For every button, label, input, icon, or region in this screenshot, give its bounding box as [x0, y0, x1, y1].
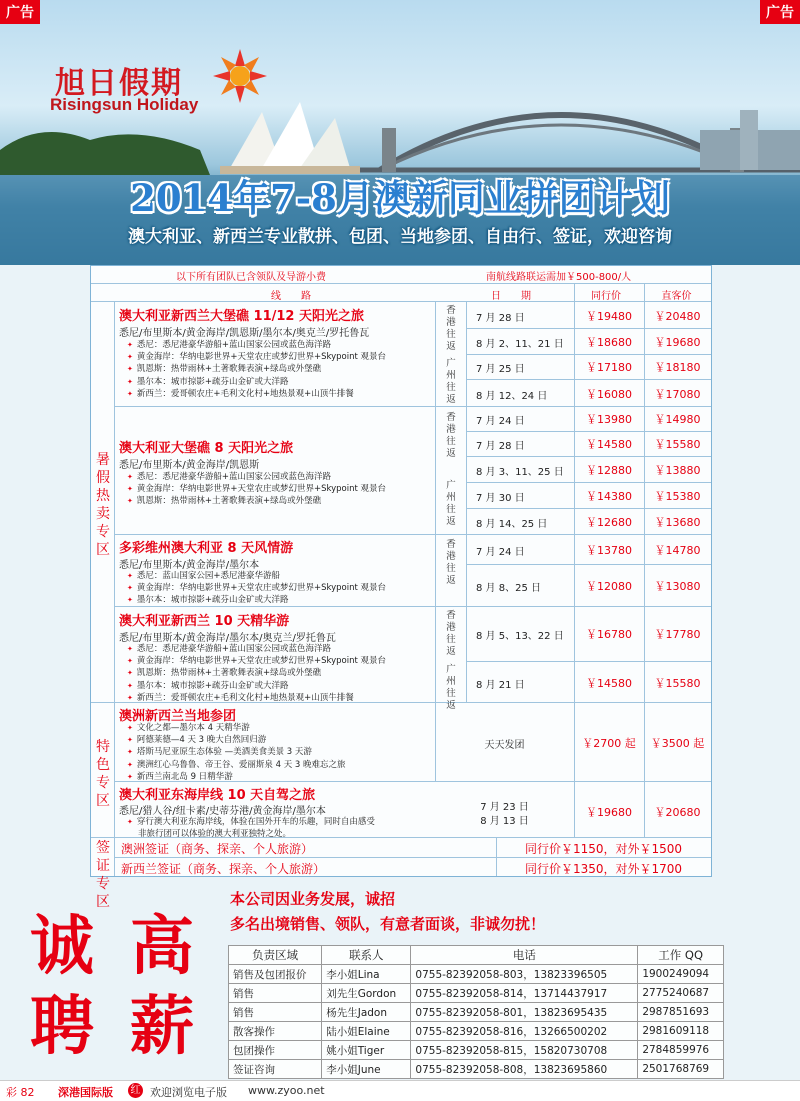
- peer-price: ￥12080: [586, 580, 632, 593]
- route-cities: 悉尼/布里斯本/黄金海岸/凯恩斯/墨尔本/奥克兰/罗托鲁瓦: [119, 328, 370, 339]
- route-highlight: ✦ 澳洲红心乌鲁鲁、帝王谷、爱丽斯泉 4 天 3 晚难忘之旅: [127, 759, 346, 770]
- contact-area: 销售: [229, 984, 322, 1003]
- route-highlight: ✦ 文化之都—墨尔本 4 天精华游: [127, 723, 250, 733]
- contact-person: 李小姐Lina: [322, 965, 411, 984]
- contact-phone: 0755-82392058-815，15820730708: [411, 1041, 638, 1060]
- route-highlight: ✦ 墨尔本：城市掠影+疏芬山金矿或大洋路: [127, 680, 289, 691]
- contact-qq: 2501768769: [638, 1060, 724, 1079]
- route-highlight: ✦ 凯恩斯：热带雨林+土著歌舞表演+绿岛或外堡礁: [127, 668, 322, 679]
- header-area: 负责区域: [229, 946, 322, 965]
- bullet-star-icon: ✦: [127, 772, 133, 781]
- bullet-star-icon: ✦: [127, 365, 133, 374]
- tour-date: 8 月 21 日: [476, 680, 525, 691]
- route-highlight: ✦ 黄金海岸：华纳电影世界+天堂农庄或梦幻世界+Skypoint 观景台: [127, 484, 387, 495]
- bullet-star-icon: ✦: [127, 681, 133, 690]
- route-highlight: ✦ 悉尼：悉尼港豪华游船+蓝山国家公园或蓝色海洋路: [127, 472, 331, 482]
- table-row: [229, 1041, 724, 1060]
- direct-price: ￥14780: [654, 544, 701, 557]
- ad-tag-right: 广告: [760, 0, 800, 24]
- recruit-char: 聘: [30, 989, 94, 1064]
- header-qq: 工作 QQ: [638, 946, 724, 965]
- route-highlight: ✦ 墨尔本：城市掠影+疏芬山金矿或大洋路: [127, 376, 289, 387]
- contact-qq: 1900249094: [638, 965, 724, 984]
- contact-qq: 2775240687: [638, 984, 724, 1003]
- bullet-star-icon: ✦: [127, 389, 133, 398]
- section-label-special: 特色专区: [96, 739, 110, 809]
- peer-price: ￥2700 起: [582, 737, 636, 750]
- hero-banner: [0, 0, 800, 265]
- route-highlight: ✦ 黄金海岸：华纳电影世界+天堂农庄或梦幻世界+Skypoint 观景台: [127, 583, 387, 594]
- route-title: 澳大利亚大堡礁 8 天阳光之旅: [119, 441, 294, 456]
- bullet-star-icon: ✦: [127, 341, 133, 349]
- col-header-date: 日 期: [491, 291, 531, 302]
- route-cities: 悉尼/布里斯本/黄金海岸/墨尔本/奥克兰/罗托鲁瓦: [119, 633, 336, 644]
- bullet-star-icon: ✦: [127, 818, 133, 826]
- bullet-star-icon: ✦: [127, 693, 133, 702]
- route-highlight: ✦ 穿行澳大利亚东海岸线，体验在国外开车的乐趣，同时自由感受: [127, 817, 375, 827]
- peer-price: ￥19680: [586, 806, 632, 819]
- route-highlight: ✦ 黄金海岸：华纳电影世界+天堂农庄或梦幻世界+Skypoint 观景台: [127, 656, 387, 667]
- page-subtitle: 澳大利亚、新西兰专业散拼、包团、当地参团、自由行、签证，欢迎咨询: [128, 227, 672, 247]
- route-highlight: ✦ 墨尔本：城市掠影+疏芬山金矿或大洋路: [127, 595, 289, 606]
- peer-price: ￥13980: [586, 413, 632, 426]
- direct-price: ￥20680: [654, 806, 701, 819]
- bullet-star-icon: ✦: [127, 596, 133, 605]
- route-highlight: ✦ 凯恩斯：热带雨林+土著歌舞表演+绿岛或外堡礁: [127, 496, 322, 507]
- bullet-star-icon: ✦: [127, 473, 133, 481]
- tour-date: 8 月 8、25 日: [476, 583, 541, 594]
- contact-phone: 0755-82392058-803，13823396505: [411, 965, 638, 984]
- direct-price: ￥17780: [654, 628, 701, 641]
- peer-price: ￥14580: [586, 677, 632, 690]
- direct-price: ￥15580: [654, 677, 701, 690]
- contact-area: 销售: [229, 1003, 322, 1022]
- route-highlight: ✦ 新西兰南北岛 9 日精华游: [127, 771, 233, 782]
- recruit-line-1: 本公司因业务发展，诚招: [230, 890, 396, 908]
- col-header-route: 线 路: [271, 291, 311, 302]
- bullet-star-icon: ✦: [127, 353, 133, 362]
- peer-price: ￥16080: [586, 388, 632, 401]
- bullet-star-icon: ✦: [127, 645, 133, 653]
- contact-person: 杨先生Jadon: [322, 1003, 411, 1022]
- table-row: [229, 984, 724, 1003]
- departure-hk: 香港往返: [446, 412, 456, 459]
- red-badge-icon: 红: [128, 1083, 143, 1098]
- bullet-star-icon: ✦: [127, 736, 133, 745]
- contact-table: [228, 945, 724, 1079]
- direct-price: ￥20480: [654, 310, 701, 323]
- recruit-char: 诚: [30, 909, 94, 984]
- contact-phone: 0755-82392058-808，13823695860: [411, 1060, 638, 1079]
- contact-person: 陆小姐Elaine: [322, 1022, 411, 1041]
- peer-price: ￥12680: [586, 516, 632, 529]
- departure-gz: 广州往返: [446, 664, 456, 711]
- tour-date: 天天发团: [484, 740, 525, 751]
- peer-price: ￥16780: [586, 628, 632, 641]
- footer-text: 欢迎浏览电子版: [150, 1086, 227, 1099]
- peer-price: ￥17180: [586, 361, 632, 374]
- table-row: [229, 965, 724, 984]
- tour-date: 8 月 14、25 日: [476, 519, 548, 530]
- recruit-char: 薪: [130, 989, 194, 1064]
- departure-hk: 香港往返: [446, 610, 456, 657]
- tour-date: 8 月 5、13、22 日: [476, 631, 564, 642]
- header-phone: 电话: [411, 946, 638, 965]
- direct-price: ￥14980: [654, 413, 701, 426]
- route-title: 澳大利亚新西兰 10 天精华游: [119, 614, 290, 629]
- direct-price: ￥13880: [654, 464, 701, 477]
- bullet-star-icon: ✦: [127, 724, 133, 732]
- tour-date: 8 月 12、24 日: [476, 391, 548, 402]
- peer-price: ￥13780: [586, 544, 632, 557]
- route-cities: 悉尼/布里斯本/黄金海岸/墨尔本: [119, 560, 260, 571]
- departure-hk: 香港往返: [446, 305, 456, 352]
- tour-date: 7 月 28 日: [476, 313, 525, 324]
- table-row: [229, 1003, 724, 1022]
- route-highlight: ✦ 悉尼：蓝山国家公园+悉尼港豪华游船: [127, 571, 280, 581]
- page-number: 彩 82: [6, 1086, 35, 1099]
- contact-qq: 2987851693: [638, 1003, 724, 1022]
- tour-date: 7 月 24 日: [476, 416, 525, 427]
- bullet-star-icon: ✦: [127, 485, 133, 494]
- route-highlight: ✦ 新西兰：爱哥顿农庄+毛利文化村+地热景观+山顶牛排餐: [127, 388, 354, 399]
- col-header-peer-price: 同行价: [591, 291, 621, 302]
- tour-date: 8 月 13 日: [480, 816, 529, 827]
- contact-person: 姚小姐Tiger: [322, 1041, 411, 1060]
- route-highlight: ✦ 凯恩斯：热带雨林+土著歌舞表演+绿岛或外堡礁: [127, 364, 322, 375]
- bullet-star-icon: ✦: [127, 760, 133, 769]
- peer-price: ￥12880: [586, 464, 632, 477]
- peer-price: ￥14380: [586, 490, 632, 503]
- tour-date: 7 月 24 日: [476, 547, 525, 558]
- sun-logo-icon: [212, 48, 268, 104]
- edition-label: 深港国际版: [58, 1086, 113, 1099]
- footer-url[interactable]: www.zyoo.net: [248, 1084, 325, 1097]
- brand-name-en: Risingsun Holiday: [50, 95, 199, 114]
- bullet-star-icon: ✦: [127, 584, 133, 593]
- route-cities: 悉尼/布里斯本/黄金海岸/凯恩斯: [119, 460, 260, 471]
- route-cities: 悉尼/猎人谷/纽卡素/史蒂芬港/黄金海岸/墨尔本: [119, 806, 326, 817]
- route-title: 澳洲新西兰当地参团: [119, 709, 237, 724]
- direct-price: ￥19680: [654, 336, 701, 349]
- contact-phone: 0755-82392058-801，13823695435: [411, 1003, 638, 1022]
- visa-item-newzealand: 新西兰签证（商务、探亲、个人旅游）: [121, 862, 326, 876]
- tour-date: 7 月 25 日: [476, 364, 525, 375]
- contact-area: 签证咨询: [229, 1060, 322, 1079]
- visa-item-australia: 澳洲签证（商务、探亲、个人旅游）: [121, 842, 314, 856]
- route-highlight: ✦ 悉尼：悉尼港豪华游船+蓝山国家公园或蓝色海洋路: [127, 340, 331, 350]
- visa-price-newzealand: 同行价￥1350，对外￥1700: [524, 862, 683, 876]
- route-highlight: ✦ 新西兰：爱哥顿农庄+毛利文化村+地热景观+山顶牛排餐: [127, 692, 354, 703]
- page-footer: [0, 1080, 800, 1101]
- departure-gz: 广州往返: [446, 480, 456, 527]
- direct-price: ￥17080: [654, 388, 701, 401]
- visa-price-australia: 同行价￥1150，对外￥1500: [524, 842, 683, 856]
- page-title: 2014年7-8月澳新同业拼团计划: [130, 176, 670, 220]
- direct-price: ￥15580: [654, 438, 701, 451]
- contact-area: 销售及包团报价: [229, 965, 322, 984]
- ad-tag-left: 广告: [0, 0, 40, 24]
- table-row: [229, 1022, 724, 1041]
- direct-price: ￥13680: [654, 516, 701, 529]
- table-row: [229, 1060, 724, 1079]
- bullet-star-icon: ✦: [127, 657, 133, 666]
- contact-phone: 0755-82392058-816，13266500202: [411, 1022, 638, 1041]
- bullet-star-icon: ✦: [127, 669, 133, 678]
- tour-date: 8 月 2、11、21 日: [476, 339, 564, 350]
- direct-price: ￥3500 起: [650, 737, 705, 750]
- direct-price: ￥18180: [654, 361, 701, 374]
- recruit-line-2: 多名出境销售、领队，有意者面谈，非诚勿扰！: [230, 915, 546, 933]
- contact-phone: 0755-82392058-814，13714437917: [411, 984, 638, 1003]
- col-header-direct-price: 直客价: [661, 291, 692, 302]
- section-label-hot: 暑假热卖专区: [96, 452, 110, 558]
- peer-price: ￥18680: [586, 336, 632, 349]
- peer-price: ￥19480: [586, 310, 632, 323]
- note-tips-included: 以下所有团队已含领队及导游小费: [176, 272, 326, 283]
- route-highlight: ✦ 黄金海岸：华纳电影世界+天堂农庄或梦幻世界+Skypoint 观景台: [127, 352, 387, 363]
- tour-date: 7 月 23 日: [480, 802, 529, 813]
- bullet-star-icon: ✦: [127, 377, 133, 386]
- departure-hk: 香港往返: [446, 539, 456, 586]
- contact-person: 刘先生Gordon: [322, 984, 411, 1003]
- route-highlight: ✦ 塔斯马尼亚原生态体验 —美酒美食美景 3 天游: [127, 747, 312, 758]
- tour-date: 8 月 3、11、25 日: [476, 467, 564, 478]
- recruit-char: 高: [130, 909, 194, 984]
- tour-date: 7 月 30 日: [476, 493, 525, 504]
- brand-name-cn: 旭日假期: [55, 66, 183, 101]
- contact-qq: 2784859976: [638, 1041, 724, 1060]
- contact-person: 李小姐June: [322, 1060, 411, 1079]
- route-highlight: ✦ 阿德莱德—4 天 3 晚大自然回归游: [127, 735, 267, 746]
- contact-area: 包团操作: [229, 1041, 322, 1060]
- tour-date: 7 月 28 日: [476, 441, 525, 452]
- bullet-star-icon: ✦: [127, 748, 133, 757]
- contact-table-header: [229, 946, 724, 965]
- departure-gz: 广州往返: [446, 358, 456, 405]
- direct-price: ￥15380: [654, 490, 701, 503]
- section-label-visa: 签证专区: [96, 840, 110, 910]
- header-contact: 联系人: [322, 946, 411, 965]
- route-highlight: ✦ 悉尼：悉尼港豪华游船+蓝山国家公园或蓝色海洋路: [127, 644, 331, 654]
- route-title: 多彩维州澳大利亚 8 天风情游: [119, 541, 294, 556]
- contact-area: 散客操作: [229, 1022, 322, 1041]
- peer-price: ￥14580: [586, 438, 632, 451]
- route-title: 澳大利亚东海岸线 10 天自驾之旅: [119, 788, 316, 803]
- direct-price: ￥13080: [654, 580, 701, 593]
- route-title: 澳大利亚新西兰大堡礁 11/12 天阳光之旅: [119, 309, 364, 324]
- note-csa-surcharge: 南航线路联运需加￥500-800/人: [486, 272, 632, 283]
- bullet-star-icon: ✦: [127, 572, 133, 580]
- contact-qq: 2981609118: [638, 1022, 724, 1041]
- route-highlight: 非旅行团可以体验的澳大利亚独特之处。: [138, 829, 292, 840]
- bullet-star-icon: ✦: [127, 497, 133, 506]
